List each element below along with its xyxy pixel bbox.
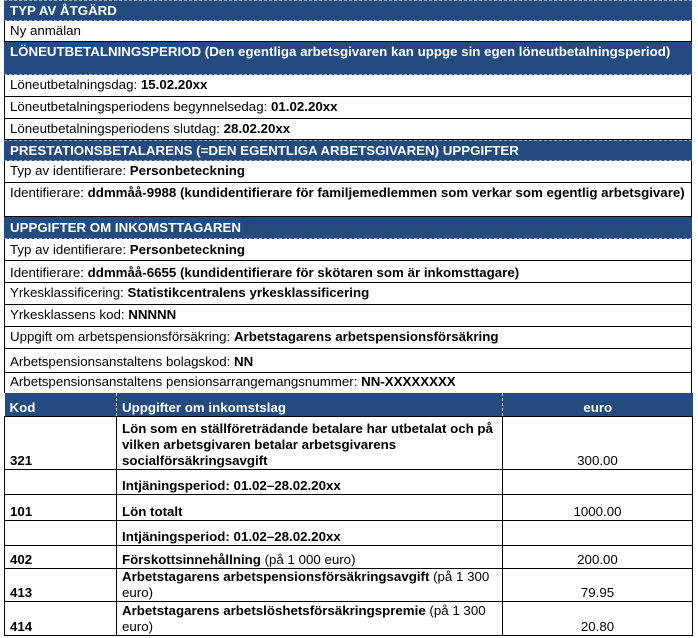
field-value: Statistikcentralens yrkesklassificering — [127, 285, 370, 300]
income-description — [117, 469, 503, 494]
field-value: Personbeteckning — [129, 242, 246, 257]
field-label: Yrkesklassens kod: — [10, 307, 129, 322]
field-label: Arbetspensionsanstaltens bolagskod: — [10, 354, 234, 369]
field-row-occupation-code — [4, 305, 692, 327]
field-row-payer-id-type — [4, 161, 692, 183]
income-description — [117, 568, 503, 601]
table-row — [5, 469, 693, 494]
income-description — [117, 545, 503, 568]
section-title: TYP AV ÅTGÄRD — [10, 3, 117, 18]
field-row-payment-date — [4, 75, 692, 97]
income-description-bold: Intjäningsperiod: 01.02–28.02.20xx — [122, 528, 341, 544]
section-title: PRESTATIONSBETALARENS (=DEN EGENTLIGA ARBETSGIVAREN) UPPGIFTER — [10, 143, 519, 158]
field-value: 01.02.20xx — [270, 99, 338, 114]
income-description-bold: Lön som en ställföreträdande betalare har utbetalat och på vilken arbetsgivaren betalar arbetsgivarens socialförsäkringsavgift — [122, 420, 493, 468]
field-row-period-start — [4, 97, 692, 119]
section-header-action-type — [4, 0, 692, 21]
field-label: Löneutbetalningsdag: — [10, 77, 141, 92]
field-label: Identifierare: — [10, 185, 88, 200]
income-description — [117, 520, 503, 545]
table-row — [5, 494, 693, 520]
income-amount: 1000.00 — [503, 494, 693, 520]
income-code: 413 — [5, 568, 117, 601]
field-value: Arbetstagarens arbetspensionsförsäkring — [233, 329, 499, 344]
income-description-bold: Intjäningsperiod: 01.02–28.02.20xx — [122, 477, 341, 493]
income-description-note: (på 1 300 euro) — [122, 602, 486, 634]
field-label: Arbetspensionsanstaltens pensionsarrangemangsnummer: — [10, 374, 362, 389]
income-description — [117, 416, 503, 469]
field-label: Yrkesklassificering: — [10, 285, 128, 300]
table-row — [5, 568, 693, 601]
field-value: NN-XXXXXXXX — [361, 374, 456, 389]
field-value: 28.02.20xx — [223, 121, 291, 136]
payroll-report-document — [4, 0, 692, 636]
income-code: 101 — [5, 494, 117, 520]
income-description-bold: Arbetstagarens arbetspensionsförsäkringsavgift — [122, 568, 430, 584]
field-value: NN — [233, 354, 254, 369]
field-label: Typ av identifierare: — [10, 163, 130, 178]
field-value: Personbeteckning — [129, 163, 246, 178]
field-label: Typ av identifierare: — [10, 242, 130, 257]
field-row-pension-arrangement-number — [4, 373, 692, 393]
column-header-amount: euro — [503, 393, 693, 416]
income-code: 321 — [5, 416, 117, 469]
column-header-code: Kod — [5, 393, 117, 416]
income-types-table — [4, 393, 693, 636]
action-type-value: Ny anmälan — [10, 23, 81, 38]
income-description-note: (på 1 300 euro) — [122, 568, 490, 600]
table-row — [5, 416, 693, 469]
field-row-period-end — [4, 119, 692, 140]
action-type-row — [4, 21, 692, 42]
field-label: Löneutbetalningsperiodens begynnelsedag: — [10, 99, 271, 114]
section-header-income-earner — [4, 217, 692, 239]
income-description-bold: Förskottsinnehållning — [122, 551, 261, 567]
income-amount — [503, 469, 693, 494]
field-label: Uppgift om arbetspensionsförsäkring: — [10, 329, 234, 344]
income-amount: 20.80 — [503, 601, 693, 635]
field-row-pension-company-code — [4, 349, 692, 373]
field-row-earner-id-type — [4, 239, 692, 261]
income-amount: 200.00 — [503, 545, 693, 568]
income-amount: 300.00 — [503, 416, 693, 469]
field-row-earner-id — [4, 261, 692, 283]
table-row — [5, 545, 693, 568]
income-code — [5, 520, 117, 545]
field-label: Identifierare: — [10, 265, 88, 280]
column-header-description: Uppgifter om inkomstslag — [117, 393, 503, 416]
field-value: NNNNN — [128, 307, 177, 322]
field-label: Löneutbetalningsperiodens slutdag: — [10, 121, 224, 136]
section-header-payer — [4, 140, 692, 161]
income-description — [117, 494, 503, 520]
income-code: 414 — [5, 601, 117, 635]
field-value: 15.02.20xx — [140, 77, 208, 92]
table-row — [5, 601, 693, 635]
field-row-occupation — [4, 283, 692, 305]
income-description — [117, 601, 503, 635]
income-description-bold: Arbetstagarens arbetslöshetsförsäkringspremie — [122, 602, 426, 618]
field-value: ddmmåå-6655 (kundidentifierare för skötaren som är inkomsttagare) — [87, 265, 520, 280]
section-header-payment-period — [4, 42, 692, 75]
section-title: UPPGIFTER OM INKOMSTTAGAREN — [10, 220, 241, 235]
field-value: ddmmåå-9988 (kundidentifierare för familjemedlemmen som verkar som egentlig arbetsgivare) — [87, 185, 685, 200]
table-header-row — [5, 393, 693, 416]
field-row-payer-id — [4, 183, 692, 217]
income-description-bold: Lön totalt — [122, 503, 183, 519]
income-amount: 79.95 — [503, 568, 693, 601]
income-amount — [503, 520, 693, 545]
income-code: 402 — [5, 545, 117, 568]
field-row-pension-insurance — [4, 327, 692, 349]
section-title: LÖNEUTBETALNINGSPERIOD (Den egentliga arbetsgivaren kan uppge sin egen löneutbetalningsperiod) — [10, 44, 671, 59]
income-description-note: (på 1 000 euro) — [260, 551, 356, 567]
table-row — [5, 520, 693, 545]
income-code — [5, 469, 117, 494]
